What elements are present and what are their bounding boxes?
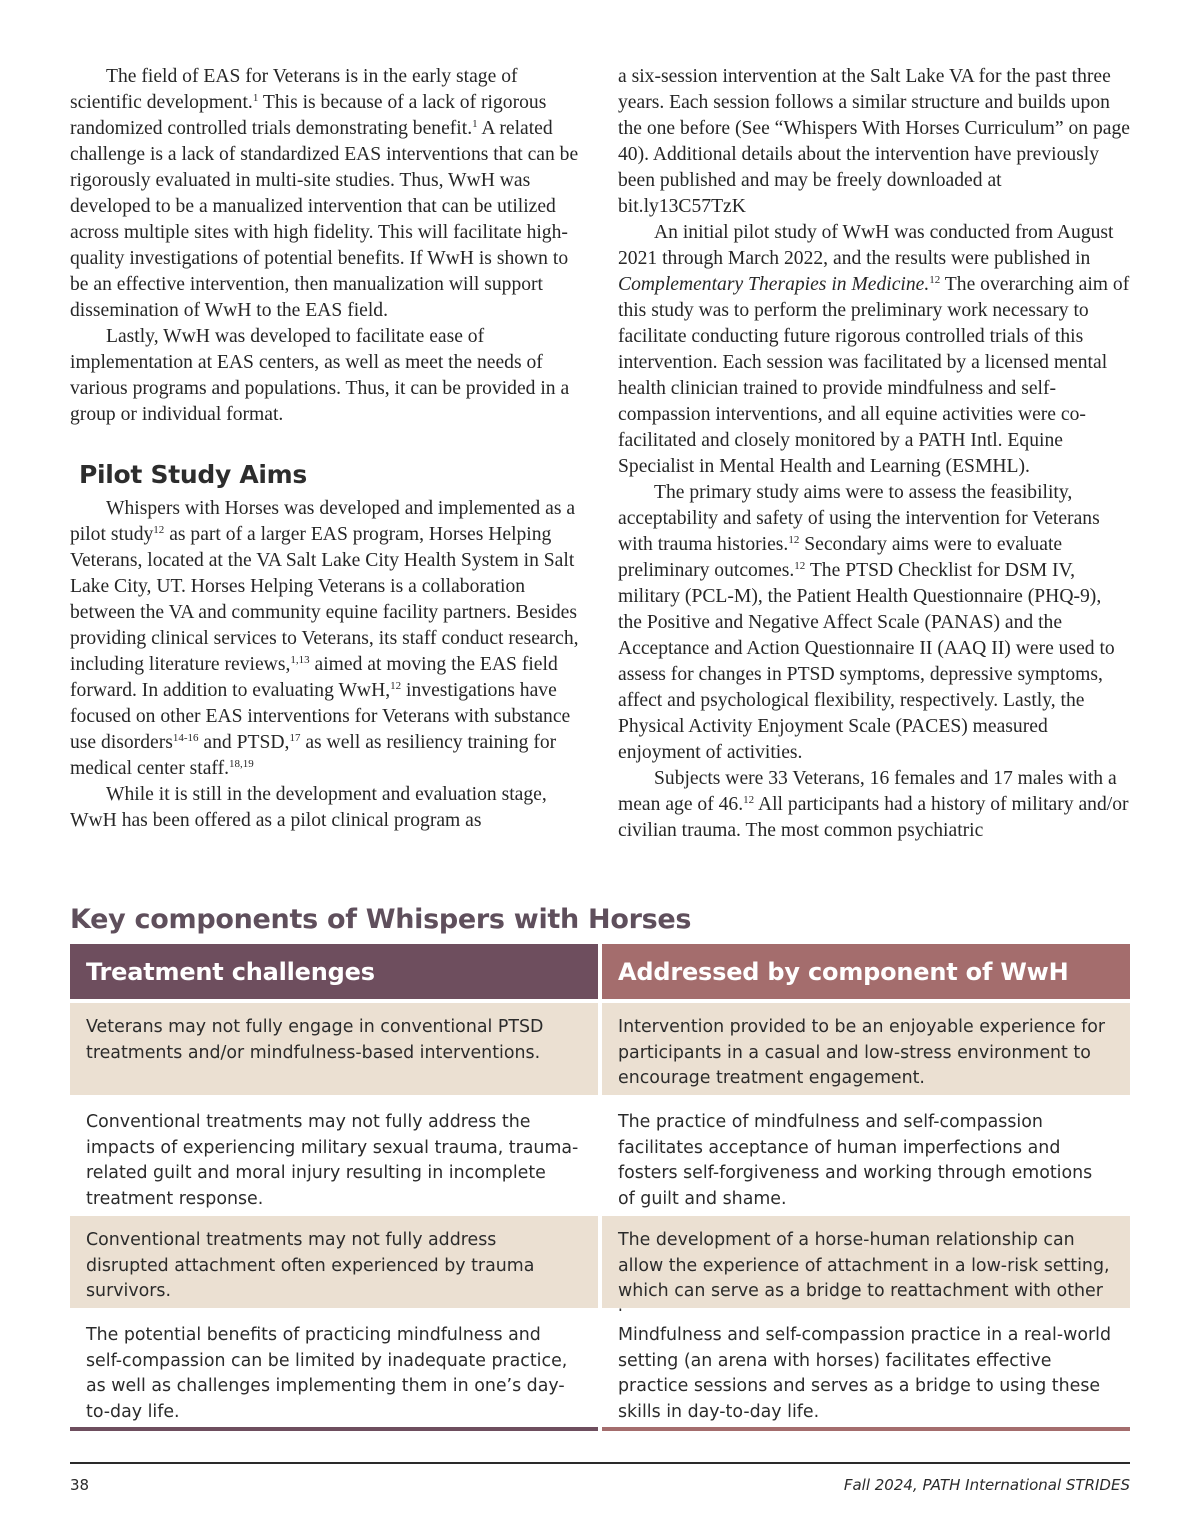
citation: 12 <box>390 680 402 692</box>
table-row <box>70 1216 1130 1308</box>
text-run: investigations have focused on other EAS interventions for Veterans with substance use disorders <box>70 680 571 753</box>
citation: 12 <box>743 794 755 806</box>
citation: 1 <box>472 118 478 130</box>
footer-rule <box>70 1462 1130 1464</box>
section-heading: Pilot Study Aims <box>79 460 307 489</box>
citation: 12 <box>794 560 806 572</box>
paragraph: While it is still in the development and evaluation stage, WwH has been offered as a pilot clinical program as <box>70 784 547 831</box>
component-cell: The development of a horse-human relationship can allow the experience of attachment in a low-risk setting, which can serve as a bridge to reattachment with other <box>602 1216 1130 1308</box>
header-addressed-by-component: Addressed by component of WwH <box>602 944 1130 999</box>
text-run: as well as resiliency training for medical center staff. <box>70 732 557 779</box>
left-column <box>70 64 582 834</box>
publication-footer: Fall 2024, PATH International STRIDES <box>843 1476 1130 1494</box>
citation: 14-16 <box>172 732 199 744</box>
key-components-table <box>70 944 1130 1429</box>
challenge-cell: The potential benefits of practicing mindfulness and self-compassion can be limited by inadequate practice, as well as challenges implementing them in one’s day-to-day life. <box>70 1311 598 1429</box>
text-run: Whispers with Horses was developed and implemented as a pilot study <box>70 498 576 545</box>
citation: 1,13 <box>290 654 310 666</box>
paragraph <box>618 220 1130 480</box>
text-run: and PTSD, <box>198 732 290 753</box>
text-run: Secondary aims were to evaluate preliminary outcomes. <box>618 534 1063 581</box>
paragraph <box>70 64 582 324</box>
text-run: as part of a larger EAS program, Horses Helping Veterans, located at the VA Salt Lake City Health System in Salt Lake City, UT. Horses Helping Veterans is a collaboration between the VA and community equine facility partners. Besides providing clinical services to Veterans, its staff conduct research, including literature reviews, <box>70 524 579 675</box>
citation: 17 <box>289 732 301 744</box>
rule-right <box>602 1427 1130 1431</box>
right-column <box>618 64 1130 844</box>
citation: 12 <box>153 524 165 536</box>
header-treatment-challenges: Treatment challenges <box>70 944 598 999</box>
citation: 12 <box>929 274 941 286</box>
page-number: 38 <box>70 1476 90 1494</box>
table-row <box>70 1311 1130 1429</box>
text-run: The primary study aims were to assess the feasibility, acceptability and safety of using the intervention for Veterans with trauma histories. <box>618 482 1100 555</box>
paragraph <box>618 480 1130 766</box>
citation: 18,19 <box>229 758 254 770</box>
table-bottom-rule <box>70 1427 1130 1431</box>
paragraph: a six-session intervention at the Salt Lake VA for the past three years. Each session follows a similar structure and builds upon the one before (See “Whispers With Horses Curriculum” on page 40). Additional details about the intervention have previously been published and may be freely downloaded at bit.ly13C57TzK <box>618 66 1130 217</box>
journal-title: Complementary Therapies in Medicine. <box>618 274 930 295</box>
rule-left <box>70 1427 598 1431</box>
component-cell: The practice of mindfulness and self-compassion facilitates acceptance of human imperfections and fosters self-forgiveness and working through emotions of guilt and shame. <box>602 1098 1130 1213</box>
text-run: Subjects were 33 Veterans, 16 females and 17 males with a mean age of 46. <box>618 768 1117 815</box>
table-title: Key components of Whispers with Horses <box>70 904 692 935</box>
text-run: The field of EAS for Veterans is in the early stage of scientific development. <box>70 66 518 113</box>
component-cell: Intervention provided to be an enjoyable experience for participants in a casual and low-stress environment to encourage treatment engagement. <box>602 1003 1130 1095</box>
paragraph <box>618 766 1130 844</box>
table-row <box>70 1098 1130 1213</box>
citation: 1 <box>252 92 259 104</box>
text-run: This is because of a lack of rigorous randomized controlled trials demonstrating benefit. <box>70 92 547 139</box>
text-run: aimed at moving the EAS field forward. In addition to evaluating WwH, <box>70 654 558 701</box>
table-row <box>70 1003 1130 1095</box>
text-run: An initial pilot study of WwH was conducted from August 2021 through March 2022, and the results were published in <box>618 222 1114 269</box>
text-run: All participants had a history of military and/or civilian trauma. The most common psychiatric <box>618 794 1129 841</box>
citation: 12 <box>788 534 800 546</box>
table-header <box>70 944 1130 999</box>
paragraph <box>70 496 582 782</box>
text-run: The PTSD Checklist for DSM IV, military (PCL-M), the Patient Health Questionnaire (PHQ-9), the Positive and Negative Affect Scale (PANAS) and the Acceptance and Action Questionnaire II (AAQ II) were used to assess for changes in PTSD symptoms, depressive symptoms, affect and psychological flexibility, respectively. Lastly, the Physical Activity Enjoyment Scale (PACES) measured enjoyment of activities. <box>618 560 1115 763</box>
paragraph: Lastly, WwH was developed to facilitate ease of implementation at EAS centers, as well as meet the needs of various programs and populations. Thus, it can be provided in a group or individual format. <box>70 326 570 425</box>
challenge-cell: Conventional treatments may not fully address the impacts of experiencing military sexual trauma, trauma-related guilt and moral injury resulting in incomplete treatment response. <box>70 1098 598 1213</box>
challenge-cell: Veterans may not fully engage in conventional PTSD treatments and/or mindfulness-based interventions. <box>70 1003 598 1095</box>
text-run: A related challenge is a lack of standardized EAS interventions that can be rigorously evaluated in multi-site studies. Thus, WwH was developed to be a manualized intervention that can be utilized across multiple sites with high fidelity. This will facilitate high-quality investigations of potential benefits. If WwH is shown to be an effective intervention, then manualization will support dissemination of WwH to the EAS field. <box>70 118 579 321</box>
component-cell: Mindfulness and self-compassion practice in a real-world setting (an arena with horses) facilitates effective practice sessions and serves as a bridge to using these skills in day-to-day life. <box>602 1311 1130 1429</box>
challenge-cell: Conventional treatments may not fully address disrupted attachment often experienced by trauma survivors. <box>70 1216 598 1308</box>
text-run: The overarching aim of this study was to perform the preliminary work necessary to facilitate conducting future rigorous controlled trials of this intervention. Each session was facilitated by a licensed mental health clinician trained to provide mindfulness and self-compassion interventions, and all equine activities were co-facilitated and closely monitored by a PATH Intl. Equine Specialist in Mental Health and Learning (ESMHL). <box>618 274 1130 477</box>
